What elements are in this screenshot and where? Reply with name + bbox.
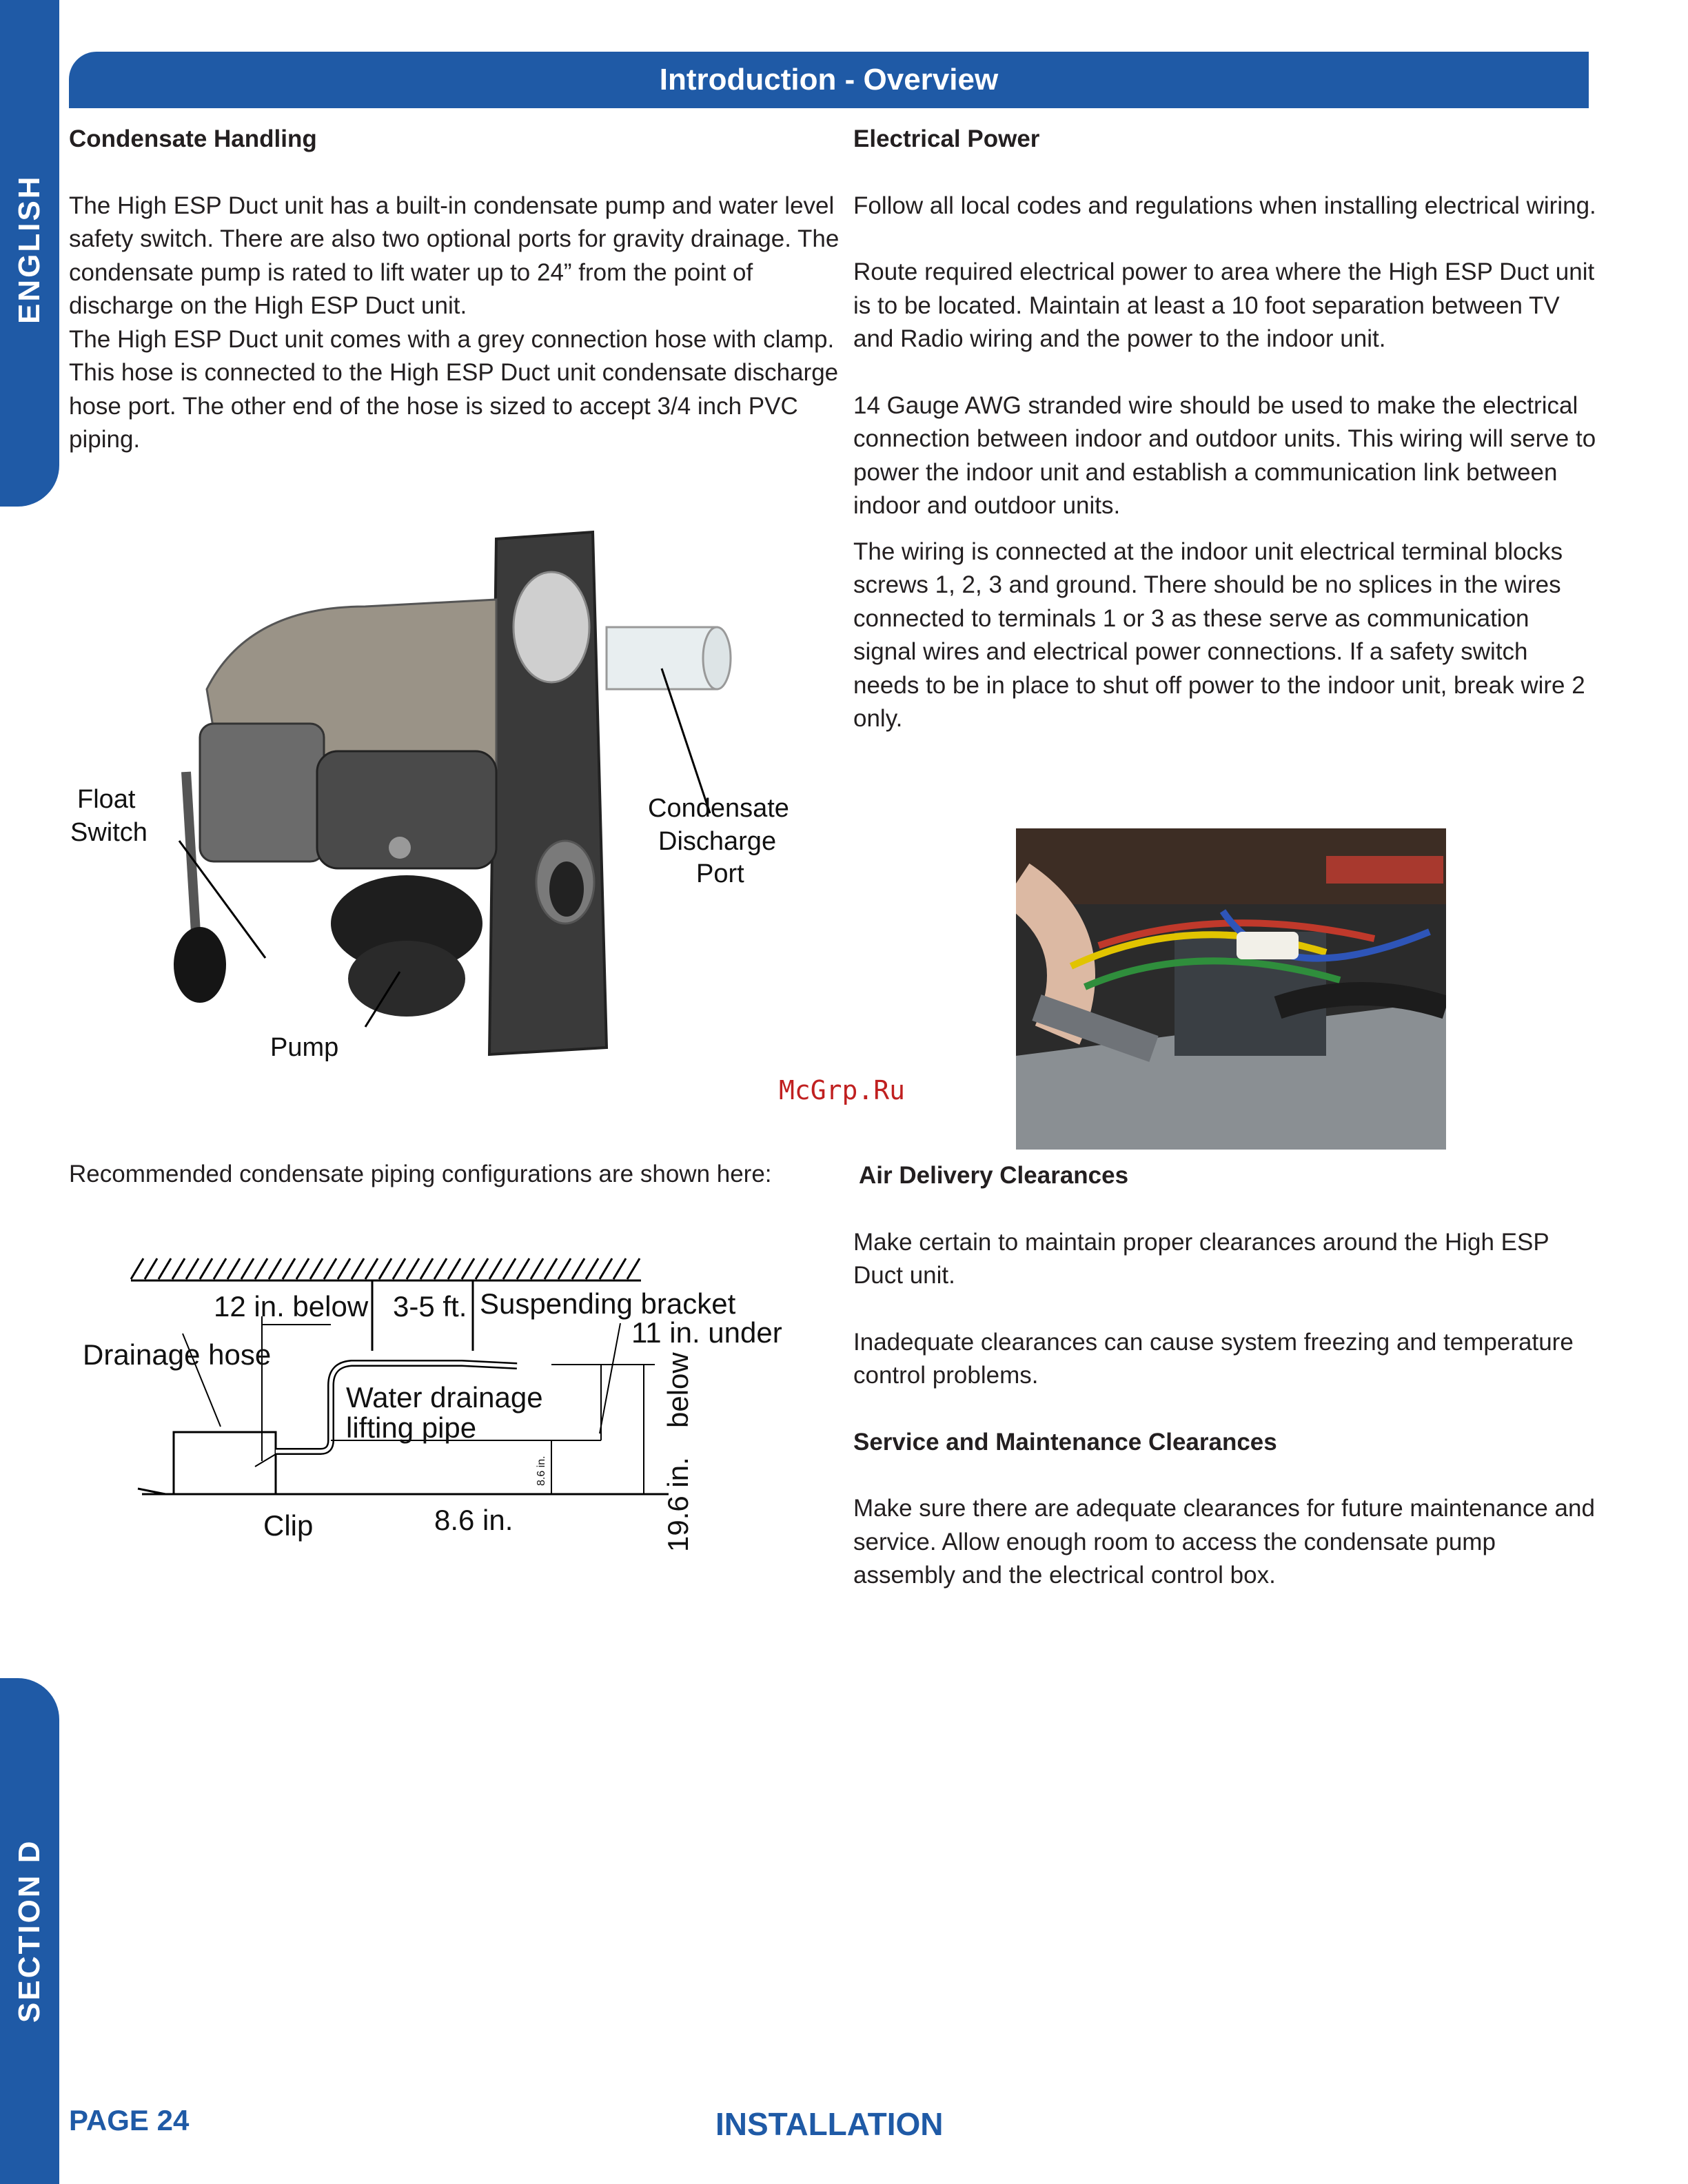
electrical-paragraph-2: Route required electrical power to area where the High ESP Duct unit is to be located. Maintain at least a 10 foot separation between TV and Radio wiring and the power to the indoor unit. [853, 258, 1595, 352]
wiring-photo [1016, 828, 1446, 1150]
dim-8-6-in: 8.6 in. [434, 1504, 513, 1536]
service-heading: Service and Maintenance Clearances [853, 1428, 1277, 1456]
condensate-paragraph-2: The High ESP Duct unit comes with a grey connection hose with clamp. This hose is connected to the High ESP Duct unit condensate discharge hose port. The other end of the hose is sized to accept 3/4 inch PVC piping. [69, 325, 839, 453]
electrical-paragraph-4: The wiring is connected at the indoor unit electrical terminal blocks screws 1, 2, 3 and ground. There should be no splices in the wires connected to terminals 1 or 3 as these serve as communication signal wires and electrical power connections. If a safety switch needs to be in place to shut off power to the indoor unit, break wire 2 only. [853, 538, 1585, 732]
dim-12-below: 12 in. below [214, 1290, 369, 1323]
service-paragraph-1: Make sure there are adequate clearances for future maintenance and service. Allow enough room to access the condensate pump assembly and the electrical control box. [853, 1495, 1595, 1589]
label-switch: Switch [70, 818, 148, 847]
air-paragraph-1: Make certain to maintain proper clearances around the High ESP Duct unit. [853, 1228, 1549, 1289]
label-suspending-bracket: Suspending bracket [480, 1287, 736, 1320]
header-bar [69, 52, 1589, 108]
watermark: McGrp.Ru [779, 1075, 906, 1105]
piping-diagram [76, 1247, 793, 1558]
label-clip: Clip [263, 1509, 314, 1542]
dim-11-under: 11 in. under [631, 1316, 782, 1349]
air-paragraph-2: Inadequate clearances can cause system freezing and temperature control problems. [853, 1328, 1574, 1389]
label-port: Port [696, 859, 744, 888]
dim-small-8-6: 8.6 in. [536, 1456, 547, 1486]
clearance-section [853, 1159, 1598, 1593]
pump-photo [69, 524, 848, 1130]
air-heading: Air Delivery Clearances [859, 1162, 1129, 1189]
label-water-drainage: Water drainage [346, 1381, 543, 1414]
page-title: Introduction - Overview [659, 63, 999, 96]
section-label: SECTION D [12, 1839, 46, 2023]
label-float: Float [77, 785, 136, 814]
language-label: ENGLISH [12, 174, 46, 324]
dim-19-6-in: 19.6 in. [662, 1457, 694, 1552]
footer-section: INSTALLATION [715, 2106, 944, 2142]
label-discharge: Discharge [658, 827, 777, 856]
condensate-heading: Condensate Handling [69, 125, 317, 152]
electrical-paragraph-1: Follow all local codes and regulations when installing electrical wiring. [853, 192, 1596, 219]
piping-intro: Recommended condensate piping configurations are shown here: [69, 1161, 772, 1187]
label-condensate: Condensate [648, 794, 789, 823]
condensate-paragraph-1: The High ESP Duct unit has a built-in condensate pump and water level safety switch. There are also two optional ports for gravity drainage. The condensate pump is rated to lift water up to 24” from the point of discharge on the High ESP Duct unit. [69, 192, 840, 319]
electrical-paragraph-3: 14 Gauge AWG stranded wire should be used to make the electrical connection between indoor and outdoor units. This wiring will serve to power the indoor unit and establish a communication link between indoor and outdoor units. [853, 391, 1596, 519]
electrical-section [853, 123, 1598, 736]
label-lifting-pipe: lifting pipe [346, 1411, 477, 1444]
dim-below: below [662, 1352, 694, 1428]
page-number: PAGE 24 [69, 2104, 190, 2136]
label-drainage-hose: Drainage hose [83, 1338, 272, 1371]
electrical-heading: Electrical Power [853, 125, 1040, 152]
dim-3-5-ft: 3-5 ft. [393, 1290, 467, 1323]
label-pump: Pump [270, 1033, 339, 1062]
condensate-section [69, 123, 848, 457]
